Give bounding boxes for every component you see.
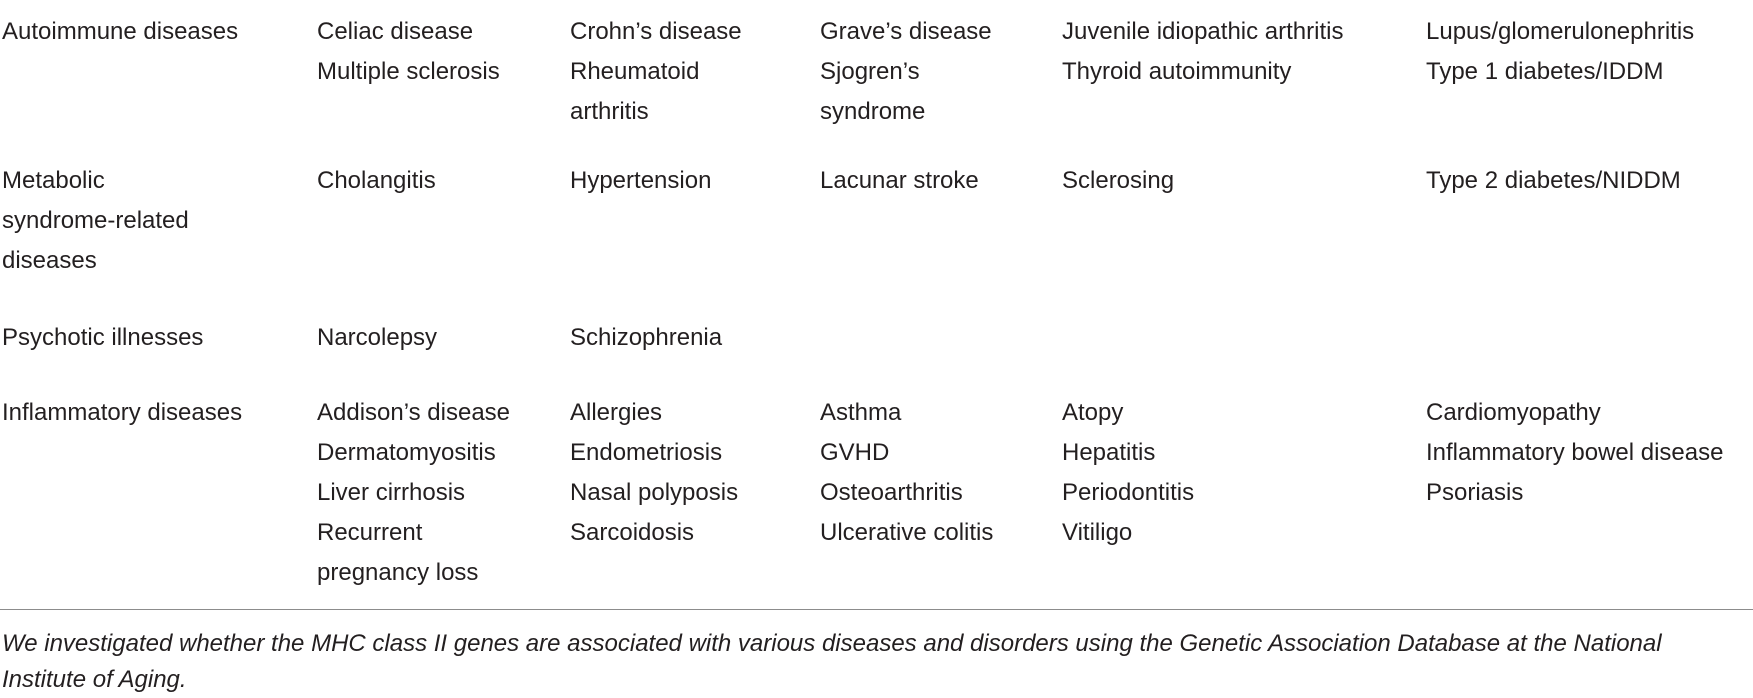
disease-name: GVHD (820, 439, 890, 466)
disease-name: Type 2 diabetes/NIDDM (1426, 167, 1681, 194)
disease-name: Vitiligo (1062, 519, 1133, 546)
disease-name: Sclerosing (1062, 167, 1175, 194)
category-label: syndrome-related (2, 207, 189, 234)
disease-name: Endometriosis (570, 439, 723, 466)
table-cell (820, 393, 1060, 553)
disease-name: Dermatomyositis (317, 439, 496, 466)
disease-name: pregnancy loss (317, 559, 479, 586)
table-cell (317, 12, 567, 92)
disease-name: Ulcerative colitis (820, 519, 994, 546)
table-cell (570, 161, 820, 201)
disease-name: Grave’s disease (820, 18, 992, 45)
disease-name: Juvenile idiopathic arthritis (1062, 18, 1344, 45)
category-cell (2, 318, 302, 358)
disease-name: syndrome (820, 98, 926, 125)
disease-name: Inflammatory bowel disease (1426, 439, 1724, 466)
table-cell (1426, 393, 1753, 513)
disease-name: Allergies (570, 399, 663, 426)
category-cell (2, 393, 302, 433)
disease-name: Rheumatoid (570, 58, 700, 85)
table-cell (317, 318, 567, 358)
disease-name: Sjogren’s (820, 58, 920, 85)
disease-name: arthritis (570, 98, 649, 125)
disease-name: Periodontitis (1062, 479, 1195, 506)
disease-name: Sarcoidosis (570, 519, 695, 546)
table-cell (1062, 161, 1422, 201)
disease-name: Addison’s disease (317, 399, 511, 426)
disease-name: Hypertension (570, 167, 712, 194)
table-cell (570, 318, 820, 358)
disease-name: Celiac disease (317, 18, 474, 45)
disease-name: Narcolepsy (317, 324, 438, 351)
disease-name: Schizophrenia (570, 324, 723, 351)
category-label: Inflammatory diseases (2, 399, 243, 426)
disease-name: Multiple sclerosis (317, 58, 500, 85)
disease-name: Osteoarthritis (820, 479, 963, 506)
category-label: Psychotic illnesses (2, 324, 204, 351)
category-label: diseases (2, 247, 97, 274)
category-cell (2, 161, 302, 281)
disease-name: Atopy (1062, 399, 1124, 426)
disease-name: Cholangitis (317, 167, 436, 194)
table-cell (820, 12, 1060, 132)
table-footnote: We investigated whether the MHC class II genes are associated with various diseases and disorders using the Genetic Association Database at the National Institute of Aging. (2, 630, 1662, 693)
table-cell (1426, 12, 1753, 92)
category-cell (2, 12, 302, 52)
table-cell (570, 393, 820, 553)
disease-name: Psoriasis (1426, 479, 1524, 506)
table-cell (1062, 12, 1422, 92)
table-cell (317, 393, 567, 593)
disease-name: Lacunar stroke (820, 167, 979, 194)
disease-name: Asthma (820, 399, 902, 426)
table-cell (820, 161, 1060, 201)
table-cell (1426, 161, 1753, 201)
table-cell (570, 12, 820, 132)
category-label: Autoimmune diseases (2, 18, 239, 45)
disease-name: Thyroid autoimmunity (1062, 58, 1292, 85)
table-bottom-rule (0, 609, 1753, 610)
disease-name: Cardiomyopathy (1426, 399, 1601, 426)
disease-name: Crohn’s disease (570, 18, 742, 45)
table-cell (1062, 393, 1422, 553)
table-cell (317, 161, 567, 201)
disease-name: Recurrent (317, 519, 423, 546)
category-label: Metabolic (2, 167, 105, 194)
disease-name: Hepatitis (1062, 439, 1156, 466)
disease-name: Lupus/glomerulonephritis (1426, 18, 1695, 45)
disease-name: Type 1 diabetes/IDDM (1426, 58, 1664, 85)
disease-name: Liver cirrhosis (317, 479, 466, 506)
disease-name: Nasal polyposis (570, 479, 739, 506)
